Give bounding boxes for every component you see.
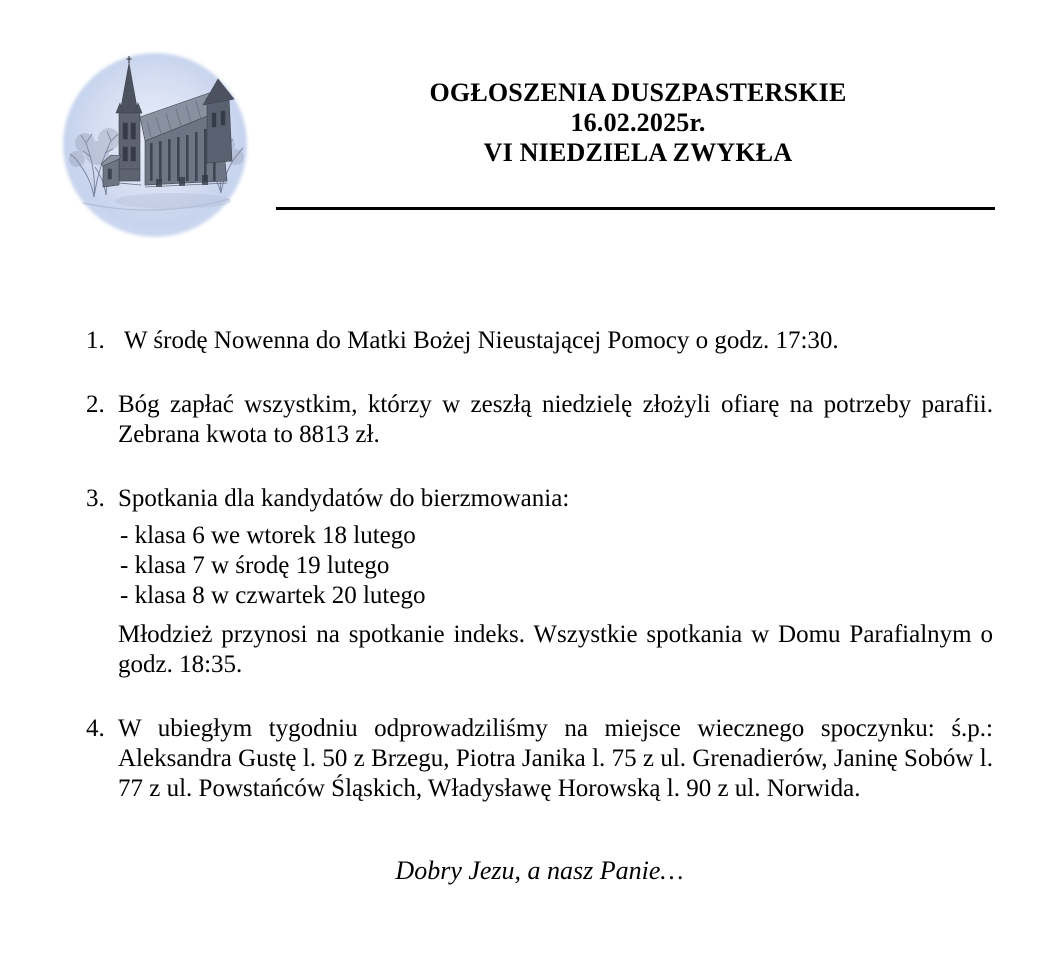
item-4-text: W ubiegłym tygodniu odprowadziliśmy na miejsce wiecznego spoczynku: ś.p.: Aleksandra Gustę l. 50 z Brzegu, Piotra Janika l. 75 z ul. Grenadierów, Janinę Sobów l. 77 z ul. Powstańców Śląskich, Władysławę Horowską l. 90 z ul. Norwida. <box>118 715 993 802</box>
item-3-text: Spotkania dla kandydatów do bierzmowania: <box>118 485 570 512</box>
item-3-note: Młodzież przynosi na spotkanie indeks. Wszystkie spotkania w Domu Parafialnym o godz. 18:35. <box>118 621 993 678</box>
document-subtitle: VI NIEDZIELA ZWYKŁA <box>483 138 793 167</box>
item-4-number: 4. <box>86 715 105 742</box>
document-header <box>281 78 995 168</box>
item-1-text: W środę Nowenna do Matki Bożej Nieustającej Pomocy o godz. 17:30. <box>124 327 839 354</box>
church-image <box>61 51 249 239</box>
item-1-number: 1. <box>86 327 105 354</box>
announcement-item-2 <box>86 390 993 450</box>
item-3-sub-2: - klasa 7 w środę 19 lutego <box>120 552 390 579</box>
item-2-text: Bóg zapłać wszystkim, którzy w zeszłą niedzielę złożyli ofiarę na potrzeby parafii. Zebrana kwota to 8813 zł. <box>118 391 993 448</box>
item-3-sub-3: - klasa 8 w czwartek 20 lutego <box>120 582 426 609</box>
closing-line: Dobry Jezu, a nasz Panie… <box>395 856 684 885</box>
item-3-number: 3. <box>86 485 105 512</box>
announcement-list <box>86 326 993 804</box>
church-sketch-icon <box>61 51 249 239</box>
document-title: OGŁOSZENIA DUSZPASTERSKIE <box>429 78 847 107</box>
item-3-sub-list <box>118 521 993 611</box>
item-2-number: 2. <box>86 391 105 418</box>
document-date: 16.02.2025r. <box>570 108 706 137</box>
announcement-item-3 <box>86 484 993 680</box>
announcement-item-4 <box>86 714 993 804</box>
header-divider <box>276 207 995 210</box>
announcement-item-1 <box>86 326 993 356</box>
item-3-sub-1: - klasa 6 we wtorek 18 lutego <box>120 522 416 549</box>
